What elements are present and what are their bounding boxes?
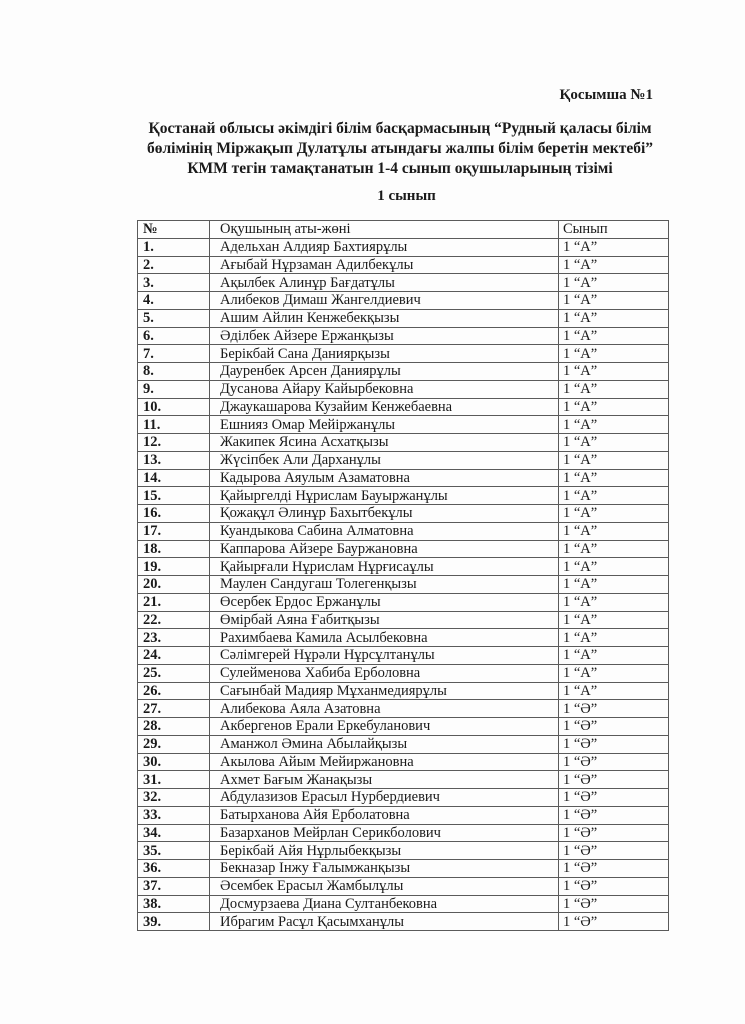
- row-number: 36.: [138, 860, 210, 878]
- table-row: [138, 416, 669, 434]
- student-name: Акылова Айым Мейиржановна: [210, 753, 559, 771]
- student-name: Батырханова Айя Ерболатовна: [210, 806, 559, 824]
- class-name: 1 “Ә”: [559, 895, 669, 913]
- section-title: 1 сынып: [377, 188, 436, 204]
- row-number: 18.: [138, 540, 210, 558]
- student-name: Қожақұл Әлинұр Бахытбекұлы: [210, 505, 559, 523]
- student-name: Ибрагим Расұл Қасымханұлы: [210, 913, 559, 931]
- table-row: [138, 469, 669, 487]
- table-row: [138, 522, 669, 540]
- student-name: Жакипек Ясина Асхатқызы: [210, 434, 559, 452]
- row-number: 5.: [138, 309, 210, 327]
- student-name: Жүсіпбек Али Дарханұлы: [210, 451, 559, 469]
- class-name: 1 “А”: [559, 647, 669, 665]
- class-name: 1 “А”: [559, 540, 669, 558]
- class-name: 1 “А”: [559, 593, 669, 611]
- class-name: 1 “А”: [559, 380, 669, 398]
- class-name: 1 “Ә”: [559, 877, 669, 895]
- student-name: Сулейменова Хабиба Ерболовна: [210, 664, 559, 682]
- header-class: Сынып: [559, 221, 669, 239]
- class-name: 1 “Ә”: [559, 824, 669, 842]
- row-number: 8.: [138, 363, 210, 381]
- row-number: 34.: [138, 824, 210, 842]
- table-row: [138, 611, 669, 629]
- student-name: Ахмет Бағым Жанақызы: [210, 771, 559, 789]
- class-name: 1 “А”: [559, 292, 669, 310]
- table-row: [138, 771, 669, 789]
- student-name: Ашим Айлин Кенжебекқызы: [210, 309, 559, 327]
- student-name: Берікбай Сана Даниярқызы: [210, 345, 559, 363]
- title-line-3: КММ тегін тамақтанатын 1-4 сынып оқушыларының тізімі: [187, 160, 613, 177]
- table-row: [138, 860, 669, 878]
- class-name: 1 “Ә”: [559, 718, 669, 736]
- row-number: 2.: [138, 256, 210, 274]
- student-name: Кадырова Аяулым Азаматовна: [210, 469, 559, 487]
- table-row: [138, 540, 669, 558]
- table-header-row: [138, 221, 669, 239]
- class-name: 1 “А”: [559, 238, 669, 256]
- class-name: 1 “А”: [559, 558, 669, 576]
- row-number: 12.: [138, 434, 210, 452]
- class-name: 1 “Ә”: [559, 771, 669, 789]
- table-row: [138, 256, 669, 274]
- class-name: 1 “А”: [559, 611, 669, 629]
- class-name: 1 “А”: [559, 576, 669, 594]
- row-number: 3.: [138, 274, 210, 292]
- class-name: 1 “Ә”: [559, 860, 669, 878]
- table-row: [138, 842, 669, 860]
- class-name: 1 “А”: [559, 522, 669, 540]
- row-number: 9.: [138, 380, 210, 398]
- student-name: Акбергенов Ерали Еркебуланович: [210, 718, 559, 736]
- class-name: 1 “А”: [559, 629, 669, 647]
- class-name: 1 “А”: [559, 487, 669, 505]
- row-number: 24.: [138, 647, 210, 665]
- class-name: 1 “Ә”: [559, 700, 669, 718]
- student-name: Абдулазизов Ерасыл Нурбердиевич: [210, 789, 559, 807]
- table-row: [138, 806, 669, 824]
- table-row: [138, 895, 669, 913]
- row-number: 1.: [138, 238, 210, 256]
- class-name: 1 “А”: [559, 664, 669, 682]
- table-row: [138, 398, 669, 416]
- row-number: 16.: [138, 505, 210, 523]
- document-title: [130, 119, 670, 179]
- row-number: 23.: [138, 629, 210, 647]
- class-name: 1 “Ә”: [559, 789, 669, 807]
- table-row: [138, 664, 669, 682]
- table-row: [138, 238, 669, 256]
- table-row: [138, 434, 669, 452]
- row-number: 28.: [138, 718, 210, 736]
- student-name: Адельхан Алдияр Бахтиярұлы: [210, 238, 559, 256]
- header-num: №: [138, 221, 210, 239]
- row-number: 35.: [138, 842, 210, 860]
- row-number: 26.: [138, 682, 210, 700]
- table-row: [138, 487, 669, 505]
- student-name: Өсербек Ердос Ержанұлы: [210, 593, 559, 611]
- student-name: Ешнияз Омар Мейіржанұлы: [210, 416, 559, 434]
- table-row: [138, 877, 669, 895]
- table-body: [138, 238, 669, 930]
- row-number: 27.: [138, 700, 210, 718]
- student-name: Ағыбай Нұрзаман Адилбекұлы: [210, 256, 559, 274]
- row-number: 37.: [138, 877, 210, 895]
- row-number: 25.: [138, 664, 210, 682]
- student-list-table: [137, 220, 669, 931]
- student-name: Куандыкова Сабина Алматовна: [210, 522, 559, 540]
- table-row: [138, 558, 669, 576]
- class-name: 1 “А”: [559, 505, 669, 523]
- student-name: Берікбай Айя Нұрлыбекқызы: [210, 842, 559, 860]
- student-name: Ақылбек Алинұр Бағдатұлы: [210, 274, 559, 292]
- student-name: Рахимбаева Камила Асылбековна: [210, 629, 559, 647]
- table-row: [138, 593, 669, 611]
- class-name: 1 “А”: [559, 469, 669, 487]
- student-name: Әділбек Айзере Ержанқызы: [210, 327, 559, 345]
- table-row: [138, 682, 669, 700]
- student-name: Аманжол Әмина Абылайқызы: [210, 735, 559, 753]
- student-name: Алибекова Аяла Азатовна: [210, 700, 559, 718]
- row-number: 10.: [138, 398, 210, 416]
- row-number: 39.: [138, 913, 210, 931]
- class-name: 1 “А”: [559, 363, 669, 381]
- student-name: Сағынбай Мадияр Мұханмедиярұлы: [210, 682, 559, 700]
- row-number: 29.: [138, 735, 210, 753]
- table-row: [138, 576, 669, 594]
- class-name: 1 “А”: [559, 398, 669, 416]
- row-number: 33.: [138, 806, 210, 824]
- table-row: [138, 309, 669, 327]
- class-name: 1 “А”: [559, 682, 669, 700]
- class-name: 1 “Ә”: [559, 913, 669, 931]
- table-row: [138, 789, 669, 807]
- student-name: Әсембек Ерасыл Жамбылұлы: [210, 877, 559, 895]
- class-name: 1 “А”: [559, 327, 669, 345]
- table-row: [138, 824, 669, 842]
- student-name: Қайыргелді Нұрислам Бауыржанұлы: [210, 487, 559, 505]
- table-row: [138, 700, 669, 718]
- class-name: 1 “А”: [559, 274, 669, 292]
- row-number: 15.: [138, 487, 210, 505]
- title-line-1: Қостанай облысы әкімдігі білім басқармасының “Рудный қаласы білім: [148, 120, 652, 137]
- table-row: [138, 292, 669, 310]
- student-name: Сәлімгерей Нұрәли Нұрсұлтанұлы: [210, 647, 559, 665]
- row-number: 30.: [138, 753, 210, 771]
- row-number: 32.: [138, 789, 210, 807]
- class-name: 1 “А”: [559, 309, 669, 327]
- header-name: Оқушының аты-жөні: [210, 221, 559, 239]
- row-number: 4.: [138, 292, 210, 310]
- student-name: Каппарова Айзере Бауржановна: [210, 540, 559, 558]
- class-name: 1 “Ә”: [559, 753, 669, 771]
- appendix-label: Қосымша №1: [559, 87, 653, 103]
- table-row: [138, 380, 669, 398]
- class-name: 1 “Ә”: [559, 842, 669, 860]
- row-number: 7.: [138, 345, 210, 363]
- row-number: 21.: [138, 593, 210, 611]
- row-number: 20.: [138, 576, 210, 594]
- row-number: 22.: [138, 611, 210, 629]
- student-name: Дауренбек Арсен Даниярұлы: [210, 363, 559, 381]
- student-name: Алибеков Димаш Жангелдиевич: [210, 292, 559, 310]
- title-line-2: бөлімінің Міржақып Дулатұлы атындағы жалпы білім беретін мектебі”: [146, 140, 654, 157]
- student-name: Досмурзаева Диана Султанбековна: [210, 895, 559, 913]
- student-name: Бекназар Інжу Ғалымжанқызы: [210, 860, 559, 878]
- table-row: [138, 505, 669, 523]
- row-number: 31.: [138, 771, 210, 789]
- class-name: 1 “А”: [559, 434, 669, 452]
- table-row: [138, 451, 669, 469]
- student-name: Базарханов Мейрлан Серикболович: [210, 824, 559, 842]
- table-row: [138, 735, 669, 753]
- table-row: [138, 913, 669, 931]
- class-name: 1 “А”: [559, 416, 669, 434]
- table-row: [138, 327, 669, 345]
- row-number: 17.: [138, 522, 210, 540]
- row-number: 38.: [138, 895, 210, 913]
- row-number: 13.: [138, 451, 210, 469]
- student-name: Қайырғали Нұрислам Нұрғисаұлы: [210, 558, 559, 576]
- table-row: [138, 718, 669, 736]
- class-name: 1 “А”: [559, 451, 669, 469]
- row-number: 11.: [138, 416, 210, 434]
- row-number: 14.: [138, 469, 210, 487]
- table-row: [138, 753, 669, 771]
- class-name: 1 “А”: [559, 256, 669, 274]
- class-name: 1 “Ә”: [559, 806, 669, 824]
- table-row: [138, 363, 669, 381]
- class-name: 1 “А”: [559, 345, 669, 363]
- table-row: [138, 647, 669, 665]
- class-name: 1 “Ә”: [559, 735, 669, 753]
- student-name: Джаукашарова Кузайим Кенжебаевна: [210, 398, 559, 416]
- row-number: 6.: [138, 327, 210, 345]
- student-name: Дусанова Айару Кайырбековна: [210, 380, 559, 398]
- student-name: Маулен Сандугаш Толегенқызы: [210, 576, 559, 594]
- table-row: [138, 274, 669, 292]
- student-name: Өмірбай Аяна Ғабитқызы: [210, 611, 559, 629]
- table-row: [138, 629, 669, 647]
- table-row: [138, 345, 669, 363]
- row-number: 19.: [138, 558, 210, 576]
